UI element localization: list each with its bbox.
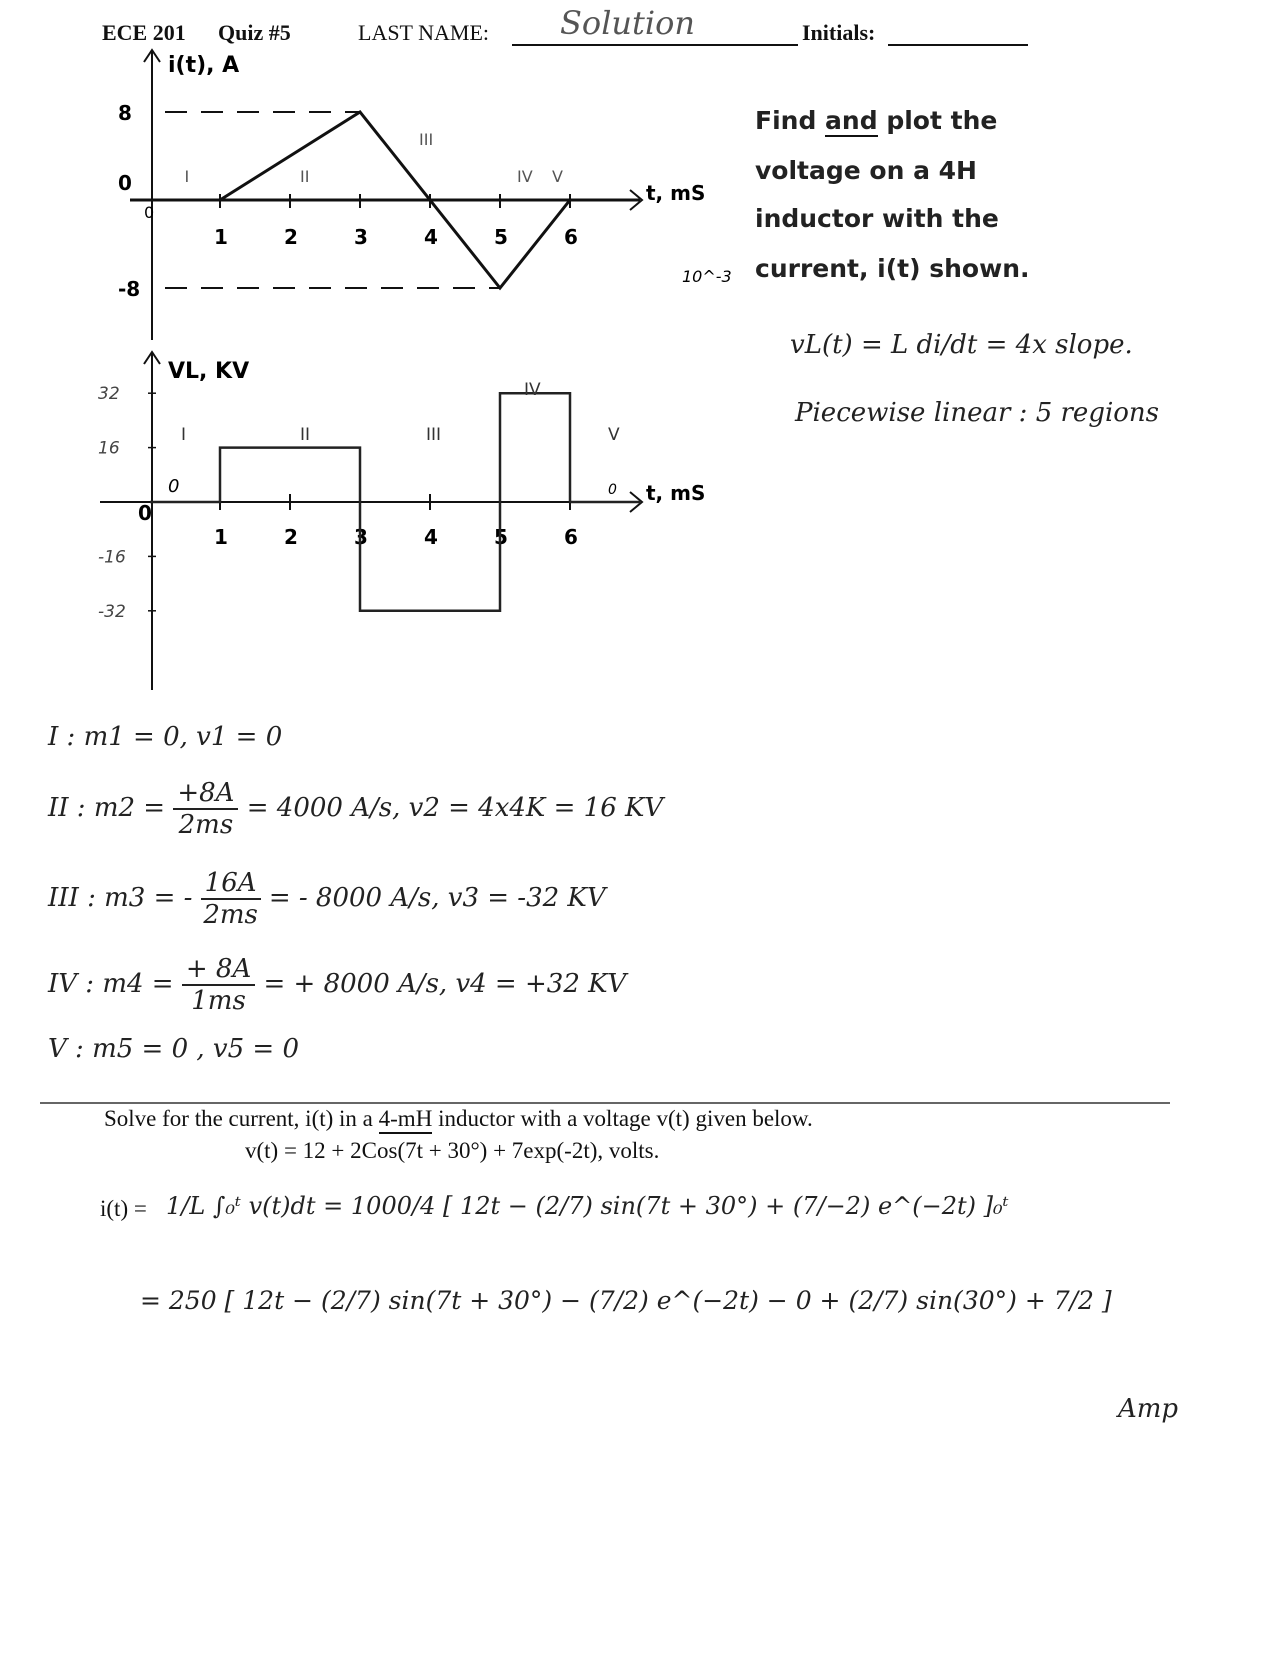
y-axis-label: VL, KV — [168, 359, 250, 384]
y-axis-label: i(t), A — [168, 53, 240, 78]
solution-line-1: 1/L ∫₀ᵗ v(t)dt = 1000/4 [ 12t − (2/7) sin(7t + 30°) + (7/−2) e^(−2t) ]₀ᵗ — [166, 1192, 1009, 1220]
voltage-plot — [98, 352, 705, 690]
region-label: IV — [524, 380, 541, 400]
region-4-work: IV : m4 = $\frac{+ 8A}{1ms}$ = + 8000 A/s, v4 = +32 KV — [48, 954, 627, 1016]
x-tick-label: 5 — [494, 225, 508, 249]
x-tick-label: 2 — [284, 525, 298, 549]
region-label: V — [608, 425, 620, 445]
course-label: ECE 201 — [102, 20, 186, 45]
current-plot — [118, 50, 732, 340]
x-unit-note: 10^-3 — [682, 267, 732, 286]
y-tick-label: 32 — [98, 384, 120, 405]
voltage-equation: v(t) = 12 + 2Cos(7t + 30°) + 7exp(-2t), volts. — [245, 1138, 660, 1163]
last-name-value: Solution — [560, 4, 695, 42]
problem-line-3: inductor with the — [755, 204, 999, 233]
y-tick-label: -8 — [118, 277, 141, 301]
x-tick-label: 3 — [354, 225, 368, 249]
x-tick-label: 1 — [214, 525, 228, 549]
piecewise-note: Piecewise linear : 5 regions — [795, 398, 1160, 428]
problem2-statement: Solve for the current, i(t) in a 4-mH inductor with a voltage v(t) given below. — [104, 1106, 813, 1134]
x-tick-label: 4 — [424, 225, 438, 249]
problem-line-4: current, i(t) shown. — [755, 254, 1030, 283]
current-label: i(t) = — [100, 1196, 147, 1221]
problem-line-2: voltage on a 4H — [755, 156, 977, 185]
plots — [0, 0, 760, 700]
zero-label: 0 — [168, 476, 180, 497]
x-tick-label: 6 — [564, 525, 578, 549]
region-label: I — [181, 425, 187, 445]
zero-label: 0 — [608, 482, 617, 498]
x-axis-label: t, mS — [646, 181, 706, 205]
initials-line — [888, 44, 1028, 46]
y-tick-label: -16 — [98, 547, 126, 568]
region-label: I — [184, 167, 190, 186]
current-unit: Amp — [1118, 1394, 1179, 1424]
initials-label: Initials: — [802, 20, 876, 45]
last-name-label: LAST NAME: — [358, 20, 489, 45]
x-tick-label: 2 — [284, 225, 298, 249]
y-tick-label: 0 — [118, 171, 132, 195]
region-label: III — [419, 130, 434, 149]
x-tick-label: 5 — [494, 525, 508, 549]
region-label: II — [300, 167, 310, 186]
region-5-work: V : m5 = 0 , v5 = 0 — [48, 1034, 300, 1064]
x-tick-label: 1 — [214, 225, 228, 249]
x-tick-label: 0 — [144, 203, 155, 222]
region-label: V — [552, 167, 563, 186]
y-tick-label: -32 — [98, 601, 126, 622]
y-tick-label: 8 — [118, 101, 132, 125]
region-2-work: II : m2 = $\frac{+8A}{2ms}$ = 4000 A/s, v2 = 4x4K = 16 KV — [48, 778, 664, 840]
section-divider — [40, 1102, 1170, 1104]
region-1-work: I : m1 = 0, v1 = 0 — [48, 722, 283, 752]
region-label: IV — [517, 167, 533, 186]
region-label: III — [426, 425, 442, 445]
y-tick-label: 16 — [98, 438, 120, 459]
x-axis-label: t, mS — [646, 481, 706, 505]
x-tick-label: 3 — [354, 525, 368, 549]
region-3-work: III : m3 = - $\frac{16A}{2ms}$ = - 8000 A/s, v3 = -32 KV — [48, 868, 606, 930]
quiz-label: Quiz #5 — [218, 20, 291, 45]
voltage-formula: vL(t) = L di/dt = 4x slope. — [790, 330, 1133, 360]
x-tick-label: 4 — [424, 525, 438, 549]
solution-line-2: = 250 [ 12t − (2/7) sin(7t + 30°) − (7/2) e^(−2t) − 0 + (2/7) sin(30°) + 7/2 ] — [140, 1286, 1112, 1315]
x-tick-label: 6 — [564, 225, 578, 249]
x-tick-label: 0 — [138, 501, 152, 525]
region-label: II — [300, 425, 311, 445]
problem-line-1: Find and plot the — [755, 106, 998, 135]
